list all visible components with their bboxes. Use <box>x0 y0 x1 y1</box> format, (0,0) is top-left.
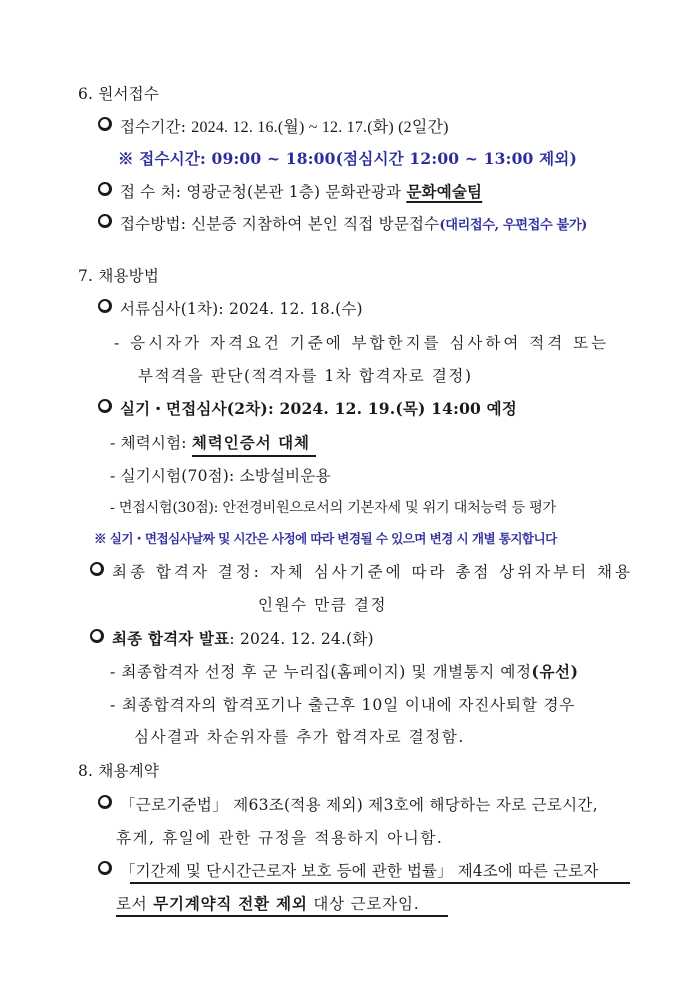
document-review-desc-2: 부적격을 판단(적격자를 1차 합격자로 결정) <box>138 367 473 385</box>
circle-bullet-icon <box>98 795 112 809</box>
document-review-desc-1: - 응시자가 자격요건 기준에 부합한지를 심사하여 적격 또는 <box>114 334 610 352</box>
fitness-test: - 체력시험: 체력인증서 대체 <box>110 433 311 452</box>
culture-arts-team: 문화예술팀 <box>406 182 483 201</box>
circle-bullet-icon <box>98 299 112 313</box>
method-note: (대리접수, 우편접수 불가) <box>439 218 588 233</box>
circle-bullet-icon <box>90 629 104 643</box>
circle-bullet-icon <box>98 117 112 131</box>
announcement-desc-2: - 최종합격자의 합격포기나 출근후 10일 이내에 자진사퇴할 경우 <box>110 696 576 714</box>
circle-bullet-icon <box>98 861 112 875</box>
reception-period: 접수기간: 2024. 12. 16.(월) ~ 12. 17.(화) (2일간) <box>98 116 449 139</box>
interview-test: - 면접시험(30점): 안전경비원으로서의 기본자세 및 위기 대처능력 등 평가 <box>110 500 556 516</box>
section-7-heading: 7. 채용방법 <box>78 267 160 285</box>
fitness-underline <box>192 455 316 457</box>
contract-item-1: 「근로기준법」 제63조(적용 제외) 제3호에 해당하는 자로 근로시간, <box>98 794 598 816</box>
final-announcement: 최종 합격자 발표: 2024. 12. 24.(화) <box>90 628 374 650</box>
final-decision-2: 인원수 만큼 결정 <box>258 596 388 614</box>
contract-item-1-line-2: 휴게, 휴일에 관한 규정을 적용하지 아니함. <box>116 829 444 847</box>
practical-interview: 실기・면접심사(2차): 2024. 12. 19.(목) 14:00 예정 <box>98 398 517 420</box>
practical-test: - 실기시험(70점): 소방설비운용 <box>110 467 331 485</box>
document-review: 서류심사(1차): 2024. 12. 18.(수) <box>98 298 363 320</box>
contract-item-2: 「기간제 및 단시간근로자 보호 등에 관한 법률」 제4조에 따른 근로자 <box>98 860 598 882</box>
circle-bullet-icon <box>98 182 112 196</box>
reception-place: 접 수 처: 영광군청(본관 1층) 문화관광과 문화예술팀 <box>98 181 482 203</box>
announcement-desc-1: - 최종합격자 선정 후 군 누리집(홈페이지) 및 개별통지 예정(유선) <box>110 662 579 681</box>
circle-bullet-icon <box>98 214 112 228</box>
contract-item-2-line-2: 로서 무기계약직 전환 제외 대상 근로자임. <box>116 894 420 913</box>
reception-method: 접수방법: 신분증 지참하여 본인 직접 방문접수(대리접수, 우편접수 불가) <box>98 213 587 237</box>
contract-item-2-underline-1 <box>130 882 630 884</box>
announcement-desc-3: 심사결과 차순위자를 추가 합격자로 결정함. <box>134 728 465 746</box>
section-8-heading: 8. 채용계약 <box>78 762 160 780</box>
final-decision: 최종 합격자 결정: 자체 심사기준에 따라 총점 상위자부터 채용 <box>90 561 633 583</box>
fitness-certificate: 체력인증서 대체 <box>191 433 311 452</box>
contract-item-2-underline-2 <box>116 915 448 917</box>
section-6-heading: 6. 원서접수 <box>78 85 160 103</box>
circle-bullet-icon <box>90 562 104 576</box>
circle-bullet-icon <box>98 399 112 413</box>
reception-time-note: ※ 접수시간: 09:00 ~ 18:00(점심시간 12:00 ~ 13:00 제외) <box>118 149 578 168</box>
schedule-change-note: ※ 실기・면접심사날짜 및 시간은 사정에 따라 변경될 수 있으며 변경 시 개별 통지합니다 <box>94 531 557 546</box>
